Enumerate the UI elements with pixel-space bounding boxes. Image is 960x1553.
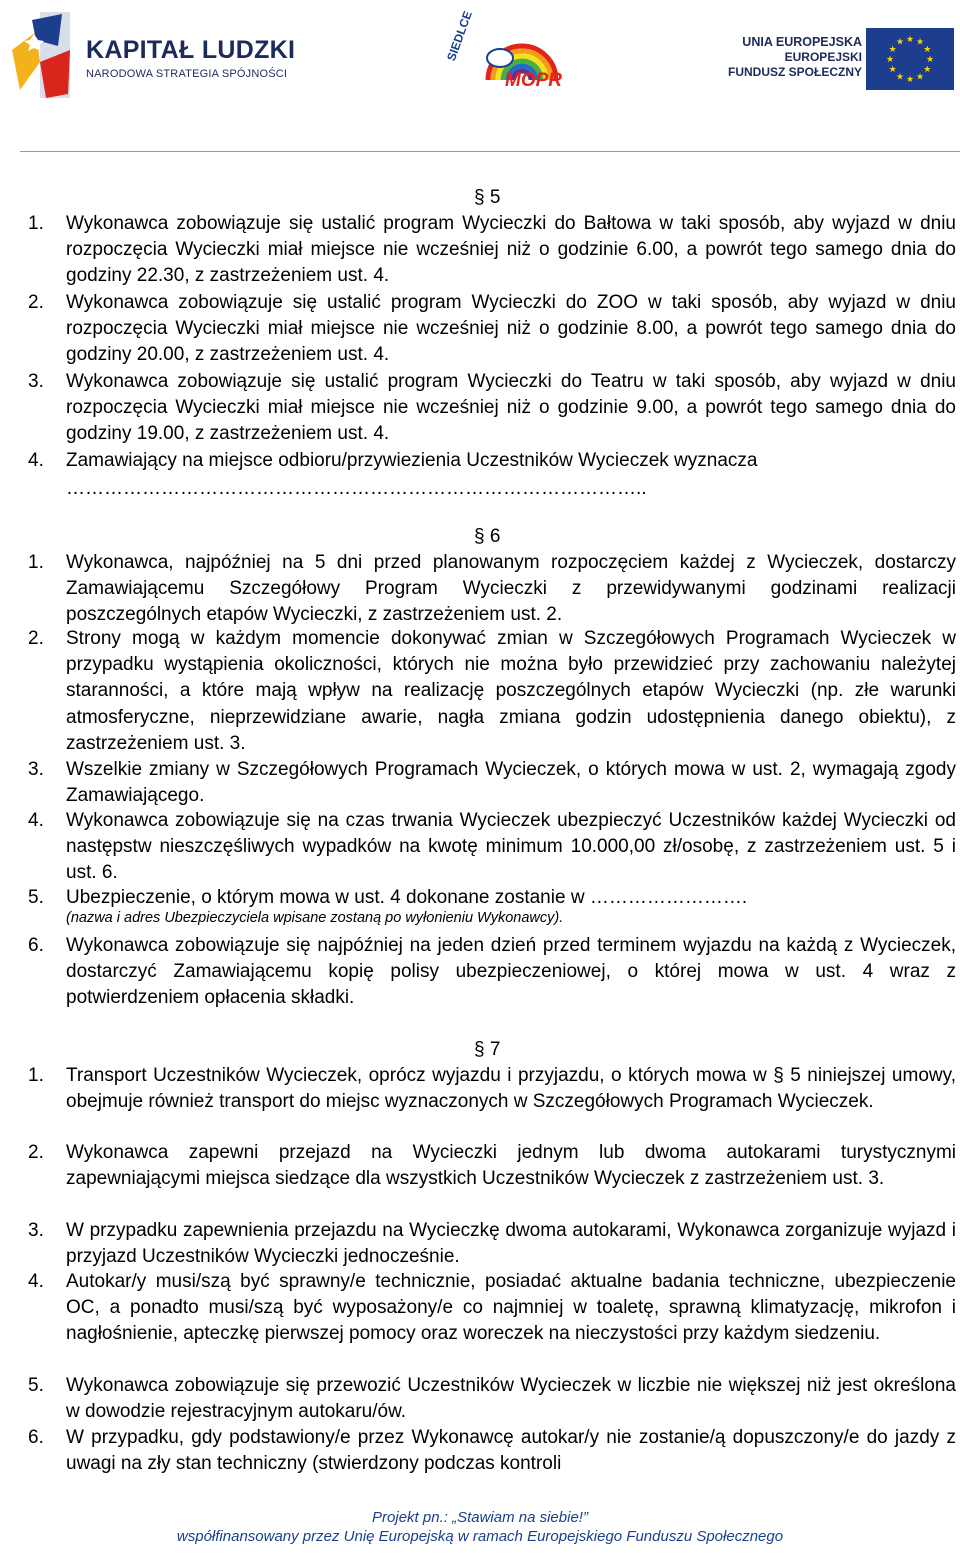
eu-star-icon: ★ <box>895 36 905 47</box>
item-number: 6. <box>28 1427 44 1448</box>
item-number: 1. <box>28 1065 44 1086</box>
item-number: 4. <box>28 450 44 471</box>
item-number: 2. <box>28 1142 44 1163</box>
ue-label-block <box>722 35 862 80</box>
footer-cofinancing: współfinansowany przez Unię Europejską w ramach Europejskiego Funduszu Społecznego <box>176 1528 784 1545</box>
item-text: Wykonawca zapewni przejazd na Wycieczki jednym lub dwoma autokarami turystycznymi zapewniającymi miejsca siedzące dla wszystkich Uczestników Wycieczek z zastrzeżeniem ust. 3. <box>66 1142 956 1190</box>
item-number: 1. <box>28 213 44 234</box>
item-number: 4. <box>28 810 44 831</box>
item-number: 3. <box>28 371 44 392</box>
eu-star-icon: ★ <box>905 74 915 84</box>
eu-star-icon: ★ <box>888 44 897 54</box>
item-text: Strony mogą w każdym momencie dokonywać zmian w Szczegółowych Programach Wycieczek w przypadku wystąpienia okoliczności, których nie można było przewidzieć przy zachowaniu należytej staranności, a które mają wpływ na realizację poszczególnych etapów Wycieczki (np. złe warunki atmosferyczne, nieprzewidziane awarie, nagła zmiana godzin udostępnienia danego obiektu), z zastrzeżeniem ust. 3. <box>66 628 956 754</box>
ue-line3: FUNDUSZ SPOŁECZNY <box>727 65 862 79</box>
item-number: 3. <box>28 759 44 780</box>
item-number: 2. <box>28 628 44 649</box>
eu-star-icon: ★ <box>905 34 915 44</box>
eu-star-icon: ★ <box>925 54 935 64</box>
section-title-5: § 5 <box>474 187 501 208</box>
item-text: Wykonawca zobowiązuje się przewozić Uczestników Wycieczek w liczbie nie większej niż jest określona w dowodzie rejestracyjnym autokaru/ów. <box>66 1375 956 1423</box>
ue-line1: UNIA EUROPEJSKA <box>742 35 862 49</box>
item-number: 2. <box>28 292 44 313</box>
header-divider <box>20 151 960 152</box>
kl-subtitle: NARODOWA STRATEGIA SPÓJNOŚCI <box>86 68 288 80</box>
eu-star-icon: ★ <box>923 44 932 54</box>
page-footer <box>0 1508 960 1546</box>
section-title-7: § 7 <box>474 1039 501 1060</box>
eu-star-icon: ★ <box>915 36 925 47</box>
siedlce-label: SIEDLCE <box>444 9 475 63</box>
item-text: Autokar/y musi/szą być sprawny/e technicznie, posiadać aktualne badania techniczne, ubezpieczenie OC, a ponadto musi/szą być wyposażony/e co najmniej w toaletę, sprawną klimatyzację, mikrofon i nagłośnienie, apteczkę pierwszej pomocy oraz woreczek na nieczystości przy każdym siedzeniu. <box>66 1271 956 1345</box>
eu-flag-icon <box>866 28 954 90</box>
item-number: 6. <box>28 935 44 956</box>
item-number: 5. <box>28 887 44 908</box>
eu-star-icon: ★ <box>895 71 905 82</box>
eu-star-icon: ★ <box>885 54 895 64</box>
item-number: 1. <box>28 552 44 573</box>
item-number: 5. <box>28 1375 44 1396</box>
item-text: Wykonawca zobowiązuje się na czas trwania Wycieczek ubezpieczyć Uczestników każdej Wycieczki od następstw nieszczęśliwych wypadków na kwotę minimum 10.000,00 zł/osobę, z zastrzeżeniem ust. 5 i ust. 6. <box>66 810 956 884</box>
item-text: Wykonawca, najpóźniej na 5 dni przed planowanym rozpoczęciem każdej z Wycieczek, dostarczy Zamawiającemu Szczegółowy Program Wycieczki z przewidywanymi godzinami realizacji poszczególnych etapów Wycieczki, z zastrzeżeniem ust. 2. <box>66 552 956 626</box>
item-text: Wykonawca zobowiązuje się ustalić program Wycieczki do ZOO w taki sposób, aby wyjazd w dniu rozpoczęcia Wycieczki miał miejsce nie wcześniej niż o godzinie 8.00, a powrót tego samego dnia do godziny 20.00, z zastrzeżeniem ust. 4. <box>66 292 956 366</box>
item-text: Transport Uczestników Wycieczek, oprócz wyjazdu i przyjazdu, o których mowa w § 5 niniejszej umowy, obejmuje również transport do miejsc wyznaczonych w Szczegółowych Programach Wycieczek. <box>66 1065 956 1113</box>
item-text: W przypadku, gdy podstawiony/e przez Wykonawcę autokar/y nie zostanie/ą dopuszczony/e do jazdy z uwagi na zły stan techniczny (stwierdzony podczas kontroli <box>66 1427 956 1475</box>
kl-title: KAPITAŁ LUDZKI <box>86 36 296 64</box>
item-text: Wykonawca zobowiązuje się ustalić program Wycieczki do Bałtowa w taki sposób, aby wyjazd w dniu rozpoczęcia Wycieczki miał miejsce nie wcześniej niż o godzinie 6.00, a powrót tego samego dnia do godziny 22.30, z zastrzeżeniem ust. 4. <box>66 213 956 287</box>
item-text: Wykonawca zobowiązuje się ustalić program Wycieczki do Teatru w taki sposób, aby wyjazd w dniu rozpoczęcia Wycieczki miał miejsce nie wcześniej niż o godzinie 9.00, a powrót tego samego dnia do godziny 19.00, z zastrzeżeniem ust. 4. <box>66 371 956 445</box>
item-number: 4. <box>28 1271 44 1292</box>
eu-star-icon: ★ <box>915 71 925 82</box>
item-text: Wszelkie zmiany w Szczegółowych Programach Wycieczek, o których mowa w ust. 2, wymagają zgody Zamawiającego. <box>66 759 956 807</box>
footer-project-name: Projekt pn.: „Stawiam na siebie!” <box>372 1509 588 1526</box>
mopr-label: MOPR <box>505 70 562 91</box>
insurer-note: (nazwa i adres Ubezpieczyciela wpisane zostaną po wyłonieniu Wykonawcy). <box>66 910 564 926</box>
item-text: Zamawiający na miejsce odbioru/przywiezienia Uczestników Wycieczek wyznacza <box>66 450 758 471</box>
ue-line2: EUROPEJSKI <box>784 50 862 64</box>
item-text: Wykonawca zobowiązuje się najpóźniej na jeden dzień przed terminem wyjazdu na każdą z Wycieczek, dostarczyć Zamawiającemu kopię polisy ubezpieczeniowej, o której mowa w ust. 4 wraz z potwierdzeniem opłacenia składki. <box>66 935 956 1009</box>
item-text: W przypadku zapewnienia przejazdu na Wycieczkę dwoma autokarami, Wykonawca zorganizuje wyjazd i przyjazd Uczestników Wycieczki jednocześnie. <box>66 1220 956 1268</box>
item-text: Ubezpieczenie, o którym mowa w ust. 4 dokonane zostanie w ……………………. <box>66 887 748 908</box>
section-title-6: § 6 <box>474 526 501 547</box>
eu-star-icon: ★ <box>923 64 932 74</box>
page-header <box>0 0 960 150</box>
item-number: 3. <box>28 1220 44 1241</box>
eu-star-icon: ★ <box>888 64 897 74</box>
fill-in-dots: ……………………………………………………………………………….. <box>66 478 647 499</box>
